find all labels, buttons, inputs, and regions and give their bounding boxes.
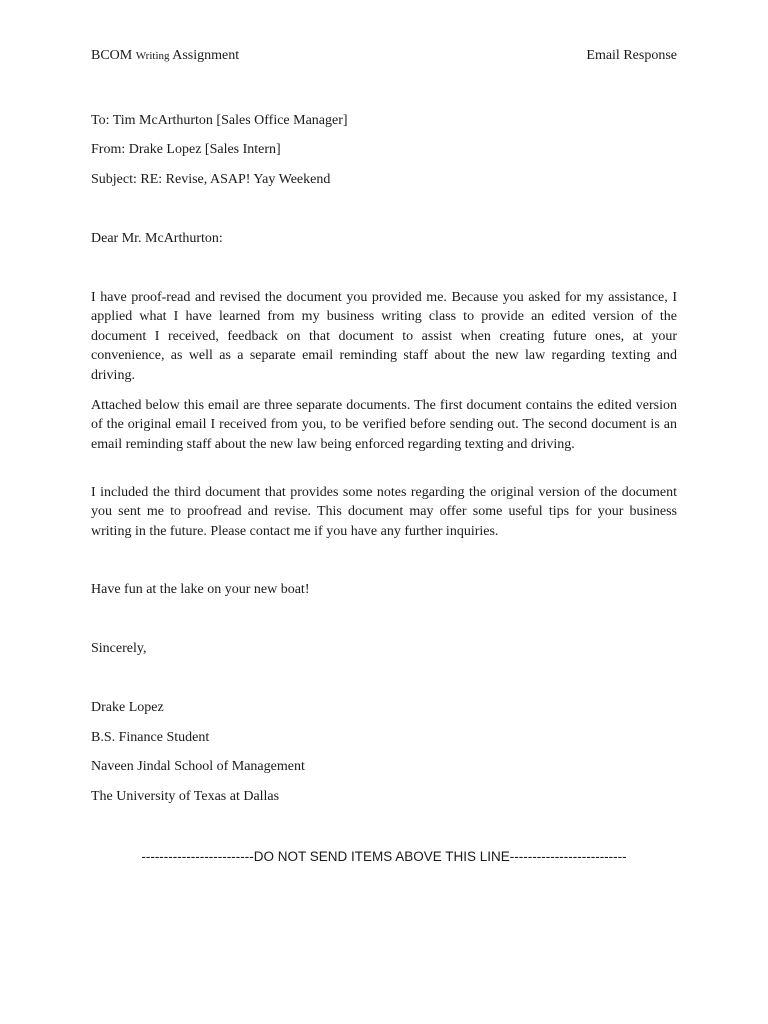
signature-university: The University of Texas at Dallas <box>91 789 280 804</box>
signature-title: B.S. Finance Student <box>91 730 210 745</box>
email-from-line: From: Drake Lopez [Sales Intern] <box>91 142 281 157</box>
signature-school: Naveen Jindal School of Management <box>91 759 305 774</box>
header-doc-type: Email Response <box>586 48 677 63</box>
header-course-title <box>91 48 239 64</box>
signature-name: Drake Lopez <box>91 700 164 715</box>
body-paragraph-1: I have proof-read and revised the document you provided me. Because you asked for my assistance, I applied what I have learned from my business writing class to provide an edited version of the document I received, feedback on that document to assist when creating future ones, at your convenience, as well as a separate email reminding staff about the new law regarding texting and driving. <box>91 290 677 383</box>
email-to-line: To: Tim McArthurton [Sales Office Manager] <box>91 113 348 128</box>
signoff: Sincerely, <box>91 641 147 656</box>
header-course: BCOM <box>91 48 133 63</box>
header-assignment: Assignment <box>172 48 240 63</box>
document-page <box>91 0 677 1024</box>
salutation: Dear Mr. McArthurton: <box>91 231 223 246</box>
header-course-small: Writing <box>135 50 170 62</box>
do-not-send-divider: -------------------------DO NOT SEND ITEMS ABOVE THIS LINE-------------------------- <box>141 849 627 864</box>
closing-note: Have fun at the lake on your new boat! <box>91 582 310 597</box>
body-paragraph-3: I included the third document that provides some notes regarding the original version of the document you sent me to proofread and revise. This document may offer some useful tips for your business writing in the future. Please contact me if you have any further inquiries. <box>91 485 677 539</box>
body-paragraph-2: Attached below this email are three separate documents. The first document contains the edited version of the original email I received from you, to be verified before sending out. The second document is an email reminding staff about the new law being enforced regarding texting and driving. <box>91 398 677 452</box>
email-subject-line: Subject: RE: Revise, ASAP! Yay Weekend <box>91 172 331 187</box>
